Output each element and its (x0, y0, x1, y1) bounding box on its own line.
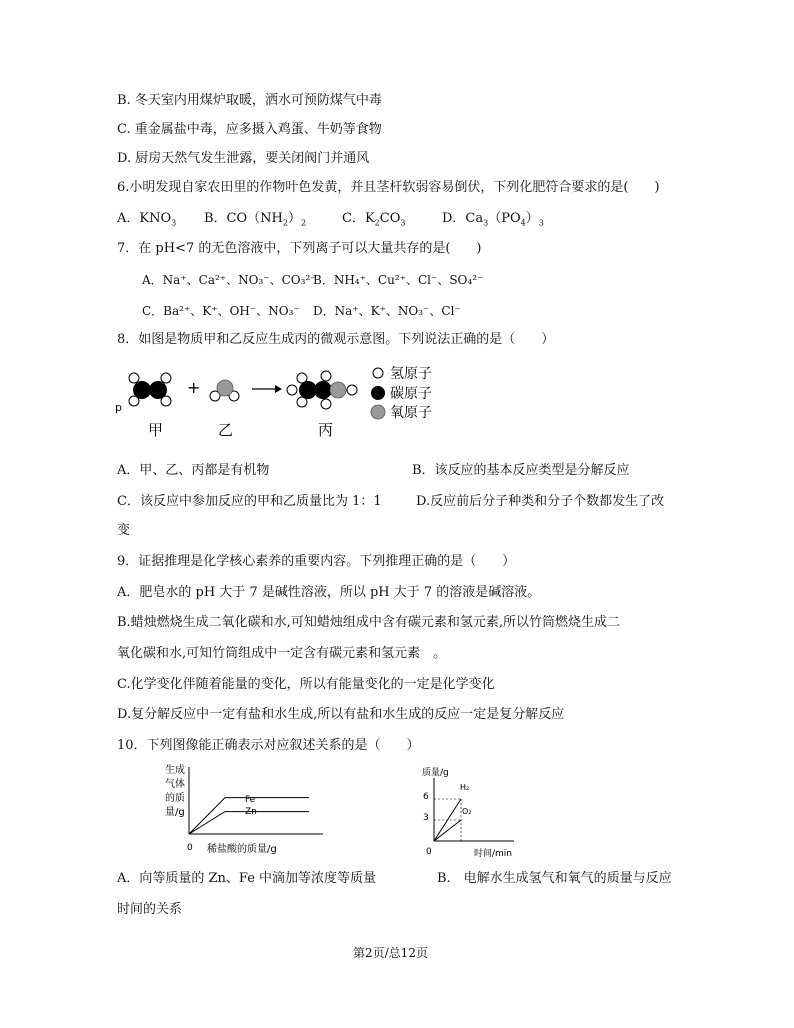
chart-a-origin: 0 (187, 843, 193, 853)
legend-c-label: 碳原子 (390, 386, 432, 402)
chart-b-ylabel: 质量/g (422, 768, 449, 778)
q7-stem: 7．在 pH<7 的无色溶液中，下列离子可以大量共存的是( ) (117, 241, 482, 256)
c-atom (149, 381, 167, 399)
q6-option-b: B．$CO(NH_2)_2$ (204, 211, 307, 228)
page-footer: 第2页/总12页 (353, 946, 428, 960)
molecule-bing (287, 371, 357, 409)
h-atom (321, 371, 331, 381)
chart-b-xlabel: 时间/min (474, 849, 513, 857)
q9-option-c: C.化学变化伴随着能量的变化，所以有能量变化的一定是化学变化 (117, 677, 495, 692)
o-atom (330, 382, 346, 398)
h-atom (321, 399, 331, 409)
chart-a-ylabel: 生成 (165, 765, 185, 776)
chart-b-ytick-6: 6 (423, 792, 429, 802)
q8-option-b: B．该反应的基本反应类型是分解反应 (412, 463, 630, 478)
molecule-yi (210, 380, 239, 401)
q9-option-b: B.蜡烛燃烧生成二氧化碳和水,可知蜡烛组成中含有碳元素和氢元素,所以竹筒燃烧生成二 (117, 615, 620, 630)
q10-stem: 10．下列图像能正确表示对应叙述关系的是（ ） (117, 738, 420, 753)
q7-option-c: C．Ba²⁺、K⁺、OH⁻、NO₃⁻ (142, 304, 300, 318)
chart-a-ylabel: 气体 (165, 779, 185, 790)
q8-stem: 8．如图是物质甲和乙反应生成丙的微观示意图。下列说法正确的是（ ） (117, 332, 555, 347)
legend-h-label: 氢原子 (390, 366, 432, 382)
q8-option-a: A．甲、乙、丙都是有机物 (117, 463, 270, 478)
arrow-head (275, 385, 282, 393)
q9-option-a: A．肥皂水的 pH 大于 7 是碱性溶液，所以 pH 大于 7 的溶液是碱溶液。 (117, 585, 541, 600)
q9-option-b-cont: 氧化碳和水,可知竹筒组成中一定含有碳元素和氢元素 。 (117, 646, 447, 661)
h-atom (161, 373, 171, 383)
molecule-jia (129, 373, 171, 406)
q6-stem: 6.小明发现自家农田里的作物叶色发黄，并且茎杆软弱容易倒伏，下列化肥符合要求的是( ) (117, 180, 660, 195)
plus-sign: + (187, 378, 201, 397)
q8-option-d-cont: 变 (117, 523, 131, 538)
q7-option-a: A．Na⁺、Ca²⁺、NO₃⁻、CO₃²⁻ (142, 273, 317, 287)
q7-option-b: B．NH₄⁺、Cu²⁺、Cl⁻、SO₄²⁻ (313, 273, 484, 287)
chart-a-label-fe: Fe (245, 795, 256, 805)
chart-a (163, 762, 353, 857)
chart-b-series-o2 (434, 820, 461, 841)
legend-o-icon (371, 405, 385, 419)
chart-b-origin: 0 (426, 847, 432, 857)
c-atom (314, 381, 332, 399)
h-atom (347, 385, 357, 395)
q9-option-d: D.复分解反应中一定有盐和水生成,所以有盐和水生成的反应一定是复分解反应 (117, 707, 565, 722)
chart-a-ylabel: 量/g (165, 807, 185, 818)
q6-option-a: A．$KNO_3$ (117, 211, 177, 228)
chart-a-xlabel: 稀盐酸的质量/g (207, 844, 277, 855)
legend-h-icon (373, 368, 383, 378)
q8-option-d: D.反应前后分子种类和分子个数都发生了改 (416, 494, 665, 509)
label-yi: 乙 (218, 421, 234, 439)
chart-a-label-zn: Zn (245, 807, 257, 817)
label-bing: 丙 (318, 421, 334, 439)
q6-option-d: D．$Ca_3(PO_4)_3$ (442, 211, 544, 228)
legend-c-icon (371, 386, 385, 400)
chart-b-ytick-3: 3 (423, 813, 429, 823)
option-d-prev: D. 厨房天然气发生泄露，要关闭阀门并通风 (117, 151, 370, 166)
q10-option-b-cont: 时间的关系 (117, 902, 183, 917)
q9-stem: 9．证据推理是化学核心素养的重要内容。下列推理正确的是（ ） (117, 554, 516, 569)
molecule-diagram (112, 365, 472, 445)
option-b-prev: B. 冬天室内用煤炉取暖，洒水可预防煤气中毒 (117, 93, 382, 108)
chart-a-ylabel: 的质 (165, 793, 185, 804)
c-atom (133, 381, 151, 399)
h-atom (129, 373, 139, 383)
q8-option-c: C．该反应中参加反应的甲和乙质量比为 1：1 (117, 494, 382, 509)
h-atom (287, 385, 297, 395)
p-mark: p (115, 401, 122, 414)
q10-option-b: B. 电解水生成氢气和氧气的质量与反应 (437, 871, 672, 886)
legend-o-label: 氧原子 (390, 405, 432, 421)
chart-b-label-h2: H₂ (460, 783, 470, 792)
q10-option-a: A．向等质量的 Zn、Fe 中滴加等浓度等质量 (117, 871, 377, 886)
chart-b-label-o2: O₂ (462, 807, 472, 816)
o-atom (217, 380, 233, 396)
chart-b (418, 762, 533, 857)
option-c-prev: C. 重金属盐中毒，应多摄入鸡蛋、牛奶等食物 (117, 122, 382, 137)
q7-option-d: D．Na⁺、K⁺、NO₃⁻、Cl⁻ (313, 304, 461, 318)
label-jia: 甲 (148, 421, 164, 439)
q6-option-c: C．$K_2CO_3$ (342, 211, 406, 228)
